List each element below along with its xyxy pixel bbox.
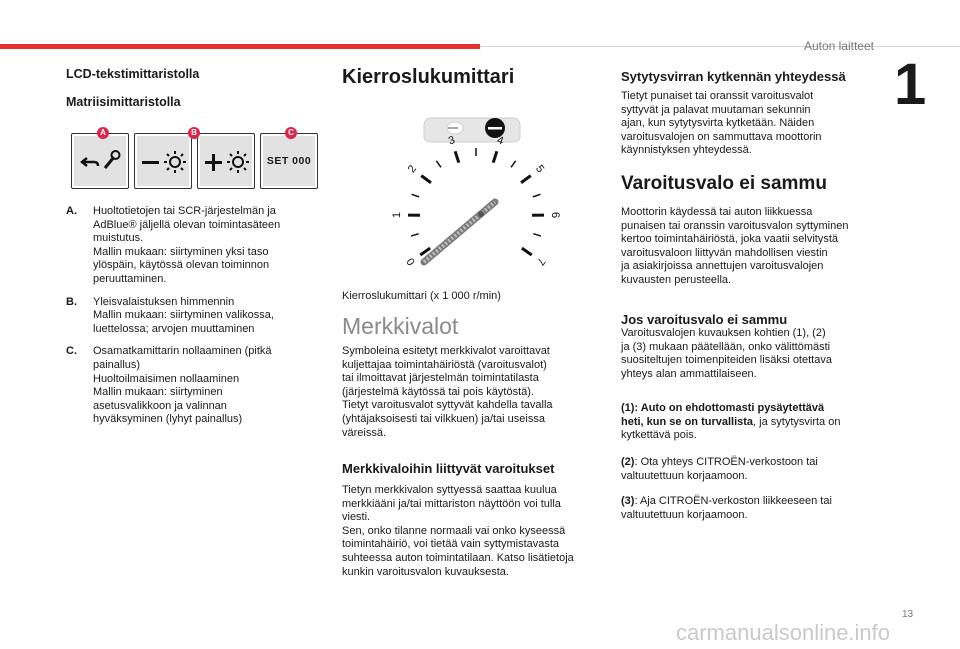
- matrix-heading: Matriisimittaristolla: [66, 95, 181, 109]
- warning-alerts-text: Tietyn merkkivalon syttyessä saattaa kuulua merkkiääni ja/tai mittariston näyttöön voi tulla viesti. Sen, onko tilanne normaali vai onko kyseessä toimintahäiriö, voi tietää vain syttymistavasta suhteessa auton toimintatilaan. Katso lisätietoja kunkin varoitusvalon kuvauksesta.: [342, 484, 574, 578]
- gauge-number: 4: [495, 134, 505, 148]
- header-accent-bar: [0, 44, 480, 49]
- list-item: A. Huoltotietojen tai SCR-järjestelmän ja AdBlue® jäljellä olevan toimintasäteen muistutus. Mallin mukaan: siirtyminen yksi taso ylöspäin, käytössä olevan toiminnon peruuttaminen.: [66, 205, 281, 285]
- gauge-number: 6: [548, 211, 562, 219]
- gauge-major-tick: [522, 248, 532, 255]
- warning-alerts-heading: Merkkivaloihin liittyvät varoitukset: [342, 461, 555, 476]
- cluster-thumbnail: [424, 118, 520, 142]
- gauge-number: 7: [534, 255, 548, 268]
- service-button[interactable]: [71, 133, 129, 189]
- button-descriptions: [66, 205, 311, 427]
- warning-lights-text: Symboleina esitetyt merkkivalot varoittavat kuljettajaa toimintahäiriöstä (varoitusvalot) tai ilmoittavat järjestelmän toimintatilasta (järjestelmä käytössä tai pois käytöstä). Tietyt varoitusvalot syttyvät kahdella tavalla (yhtäjaksoisesti tai vilkkuen) ja/tai useissa väreissä.: [342, 345, 553, 439]
- tachometer-illustration: [384, 108, 564, 288]
- ignition-heading: Sytytysvirran kytkennän yhteydessä: [621, 69, 846, 84]
- list-item: B. Yleisvalaistuksen himmennin Mallin mukaan: siirtyminen valikossa, luettelossa; arvojen muuttaminen: [66, 295, 274, 335]
- wrench-arrow-icon: [74, 136, 128, 188]
- tachometer-caption: Kierroslukumittari (x 1 000 r/min): [342, 290, 501, 302]
- gauge-hub: [478, 211, 484, 217]
- plus-light-icon: [200, 136, 254, 188]
- marker-a: A: [97, 127, 109, 139]
- marker-c: C: [285, 127, 297, 139]
- marker-b: B: [188, 127, 200, 139]
- section-title: Auton laitteet: [803, 39, 874, 53]
- gauge-number: 2: [405, 163, 420, 176]
- instruction-3: (3): Aja CITROËN-verkoston liikkeeseen tai valtuutettuun korjaamoon.: [621, 495, 832, 521]
- if-light-stays-on-heading: Jos varoitusvalo ei sammu: [621, 312, 788, 327]
- ignition-text: Tietyt punaiset tai oranssit varoitusvalot syttyvät ja palavat muutaman sekunnin ajan, kun sytytysvirta kytketään. Näiden varoitusvalojen on sammuttava moottorin käynnistyksen yhteydessä.: [621, 90, 822, 157]
- watermark: carmanualsonline.info: [676, 620, 891, 645]
- chapter-number: 1: [894, 52, 927, 117]
- set-reset-button[interactable]: [260, 133, 318, 189]
- gauge-major-tick: [493, 151, 497, 162]
- gauge-minor-tick: [436, 161, 441, 167]
- instruction-2: (2): Ota yhteys CITROËN-verkostoon tai valtuutettuun korjaamoon.: [621, 456, 818, 482]
- gauge-major-tick: [421, 176, 431, 183]
- gauge-minor-tick: [511, 161, 516, 167]
- list-item: C. Osamatkamittarin nollaaminen (pitkä painallus) Huoltoilmaisimen nollaaminen Mallin mukaan: siirtyminen asetusvalikkoon ja valinnan hyväksyminen (lyhyt painallus): [66, 345, 272, 426]
- light-stays-on-heading: Varoitusvalo ei sammu: [621, 173, 827, 194]
- instruction-1: (1): Auto on ehdottomasti pysäytettävä heti, kun se on turvallista, ja sytytysvirta on kytkettävä pois.: [621, 402, 841, 442]
- gauge-minor-tick: [411, 234, 419, 236]
- dimmer-minus-button[interactable]: [134, 133, 192, 189]
- gauge-number: 1: [390, 211, 404, 219]
- tachometer-heading: Kierroslukumittari: [342, 66, 515, 88]
- gauge-number: 3: [447, 134, 457, 148]
- gauge-minor-tick: [533, 194, 541, 197]
- lcd-heading: LCD-tekstimittaristolla: [66, 67, 200, 81]
- header-rule: [480, 46, 960, 47]
- dimmer-plus-button[interactable]: [197, 133, 255, 189]
- warning-lights-title: Merkkivalot: [342, 313, 459, 339]
- gauge-minor-tick: [412, 194, 420, 197]
- gauge-number: 0: [404, 255, 418, 268]
- light-stays-on-text: Moottorin käydessä tai auton liikkuessa punaisen tai oranssin varoitusvalon syttyminen kertoo toimintahäiriöstä, joka vaatii selvitystä varoitusvaloon liittyvän mahdollisen viestin ja asiakirjoissa annettujen varoitusvalojen kuvausten perusteella.: [621, 206, 849, 286]
- gauge-minor-tick: [533, 234, 541, 236]
- if-light-stays-on-text: Varoitusvalojen kuvauksen kohtien (1), (2) ja (3) mukaan päätellään, onko välittömästi suositeltujen toimenpiteiden lisäksi otettava yhteys alan ammattilaiseen.: [621, 327, 832, 380]
- gauge-major-tick: [521, 176, 531, 183]
- minus-light-icon: [137, 136, 191, 188]
- gauge-major-tick: [455, 151, 459, 162]
- page-number: 13: [902, 609, 914, 620]
- set-000-icon: SET 000: [266, 155, 312, 167]
- gauge-number: 5: [532, 163, 547, 176]
